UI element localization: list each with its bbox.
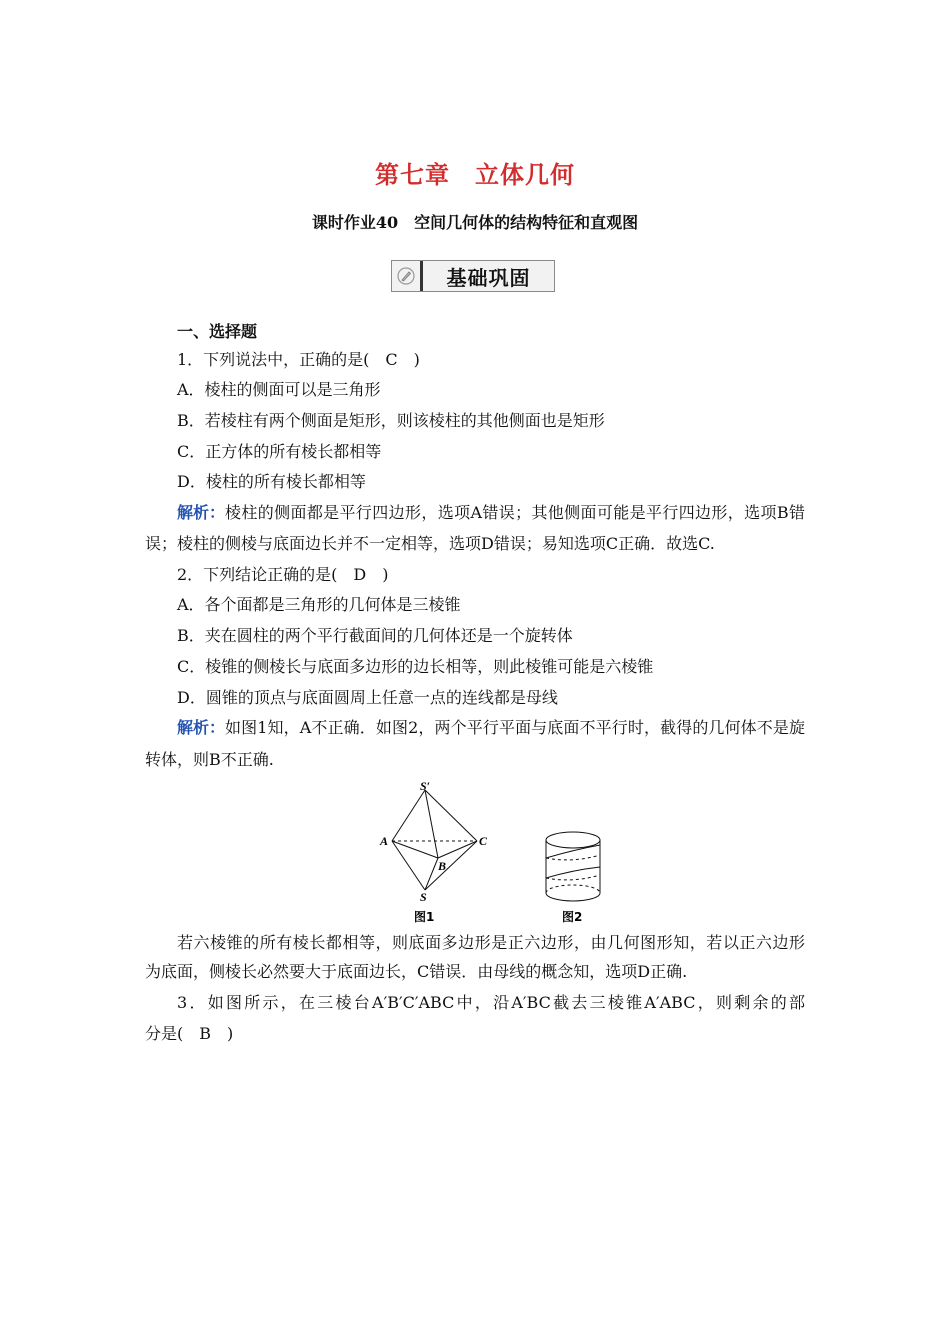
question-2-option-b: B．夹在圆柱的两个平行截面间的几何体还是一个旋转体 [177,626,573,645]
analysis-text: 如图1知，A不正确．如图2，两个平行平面与底面不平行时，截得的几何体不是旋 [225,718,805,737]
question-3-text: 3．如图所示，在三棱台A′B′C′ABC中，沿A′BC截去三棱锥A′ABC，则剩余的部 [177,993,805,1012]
section-heading: 一、选择题 [177,322,258,341]
question-2-option-d: D．圆锥的顶点与底面圆周上任意一点的连线都是母线 [177,688,558,707]
figure-1-caption: 图1 [414,910,435,924]
section-badge [391,260,555,292]
question-2-continuation-line-1 [177,933,805,953]
question-3-line-2: 分是( B ) [145,1024,234,1043]
vertex-label-a: A [380,834,389,848]
question-1-analysis-line-2: 误；棱柱的侧棱与底面边长并不一定相等，选项D错误；易知选项C正确．故选C. [145,534,715,553]
figure-2-caption: 图2 [562,910,583,924]
question-2-option-a: A．各个面都是三角形的几何体是三棱锥 [177,595,461,614]
question-1-option-a: A．棱柱的侧面可以是三角形 [177,380,381,399]
vertex-label-b: B [438,859,447,873]
pencil-icon [392,261,423,291]
assignment-subtitle: 课时作业40 空间几何体的结构特征和直观图 [311,213,639,232]
question-1-analysis-line-1 [177,503,805,523]
figure-2-cylinder [546,832,600,901]
figure-1-octahedron [370,775,620,925]
question-1-stem: 1．下列说法中，正确的是( C ) [177,350,420,369]
question-1-option-b: B．若棱柱有两个侧面是矩形，则该棱柱的其他侧面也是矩形 [177,411,605,430]
vertex-label-c: C [479,834,488,848]
question-1-option-c: C．正方体的所有棱长都相等 [177,442,382,461]
question-2-stem: 2．下列结论正确的是( D ) [177,565,389,584]
badge-label: 基础巩固 [446,265,531,290]
analysis-text: 棱柱的侧面都是平行四边形，选项A错误；其他侧面可能是平行四边形，选项B错 [225,503,805,522]
chapter-title: 第七章 立体几何 [375,160,575,189]
continuation-text: 若六棱锥的所有棱长都相等，则底面多边形是正六边形，由几何图形知，若以正六边形 [177,933,805,952]
question-1-option-d: D．棱柱的所有棱长都相等 [177,472,366,491]
figures [370,775,620,929]
vertex-label-s-prime: S′ [420,779,431,793]
question-2-continuation-line-2: 为底面，侧棱长必然要大于底面边长，C错误．由母线的概念知，选项D正确. [145,962,688,981]
question-2-option-c: C．棱锥的侧棱长与底面多边形的边长相等，则此棱锥可能是六棱锥 [177,657,654,676]
analysis-label: 解析： [177,718,226,737]
question-2-analysis-line-1 [177,718,805,738]
question-3-line-1 [177,993,805,1013]
vertex-label-s: S [420,890,427,904]
question-2-analysis-line-2: 转体，则B不正确. [145,750,274,769]
analysis-label: 解析： [177,503,226,522]
